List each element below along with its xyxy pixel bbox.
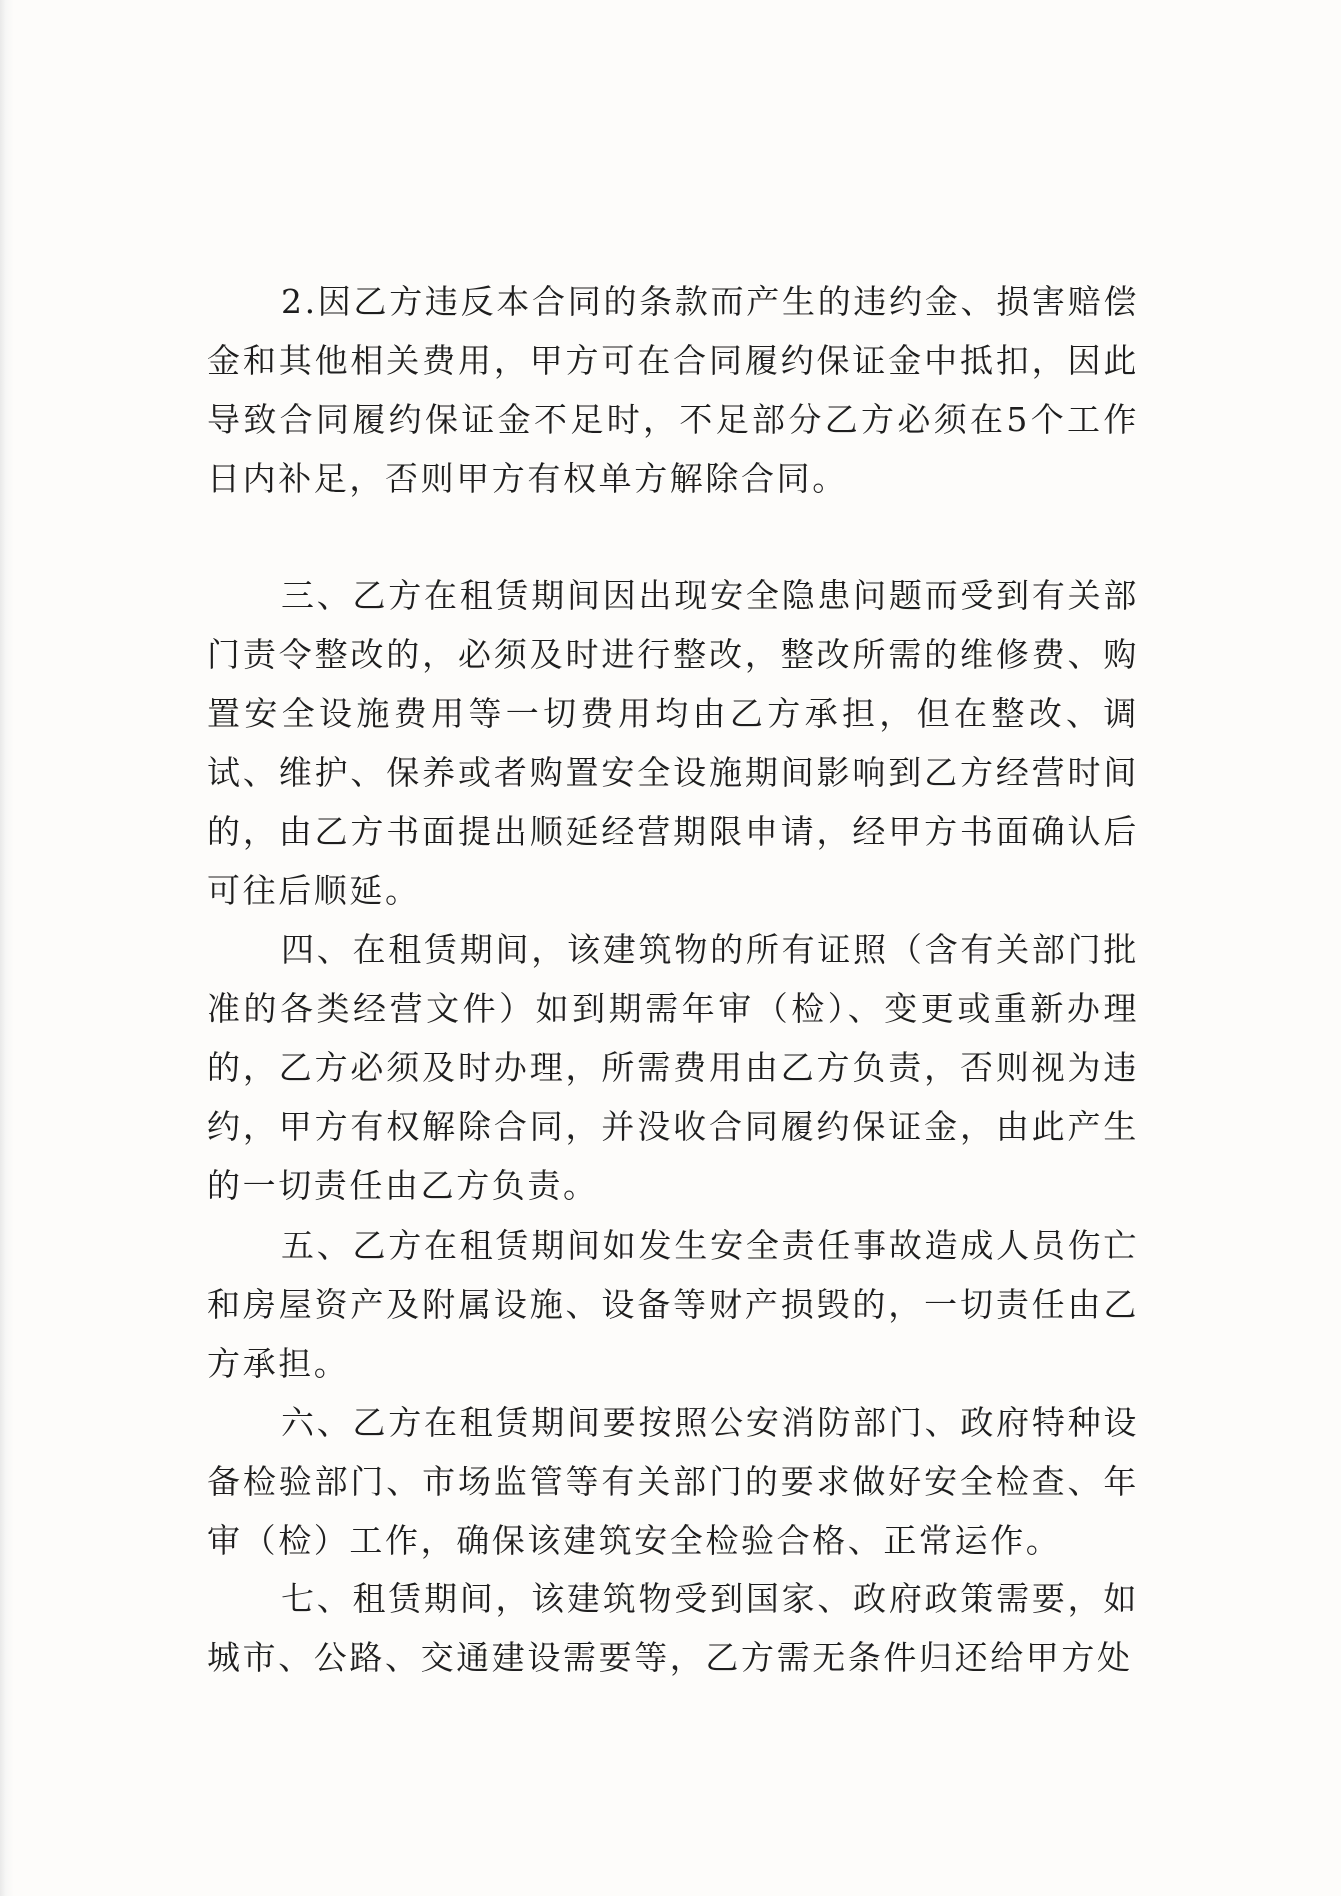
paragraph-deposit-deduction: 2.因乙方违反本合同的条款而产生的违约金、损害赔偿金和其他相关费用，甲方可在合同履约保证金中抵扣，因此导致合同履约保证金不足时，不足部分乙方必须在5个工作日内补足，否则甲方有权单方解除合同。 xyxy=(207,282,1139,498)
paragraph-clause-6-inspections: 六、乙方在租赁期间要按照公安消防部门、政府特种设备检验部门、市场监管等有关部门的要求做好安全检查、年审（检）工作，确保该建筑安全检验合格、正常运作。 xyxy=(207,1403,1139,1560)
paragraph-clause-3-rectification: 三、乙方在租赁期间因出现安全隐患问题而受到有关部门责令整改的，必须及时进行整改，整改所需的维修费、购置安全设施费用等一切费用均由乙方承担，但在整改、调试、维护、保养或者购置安全设施期间影响到乙方经营时间的，由乙方书面提出顺延经营期限申请，经甲方书面确认后可往后顺延。 xyxy=(207,576,1139,910)
paragraph-clause-4-licenses: 四、在租赁期间，该建筑物的所有证照（含有关部门批准的各类经营文件）如到期需年审（检）、变更或重新办理的，乙方必须及时办理，所需费用由乙方负责，否则视为违约，甲方有权解除合同，并没收合同履约保证金，由此产生的一切责任由乙方负责。 xyxy=(207,930,1139,1205)
paragraph-clause-7-policy: 七、租赁期间，该建筑物受到国家、政府政策需要，如城市、公路、交通建设需要等，乙方需无条件归还给甲方处 xyxy=(207,1579,1139,1677)
paragraph-clause-5-accidents: 五、乙方在租赁期间如发生安全责任事故造成人员伤亡和房屋资产及附属设施、设备等财产损毁的，一切责任由乙方承担。 xyxy=(207,1226,1139,1383)
